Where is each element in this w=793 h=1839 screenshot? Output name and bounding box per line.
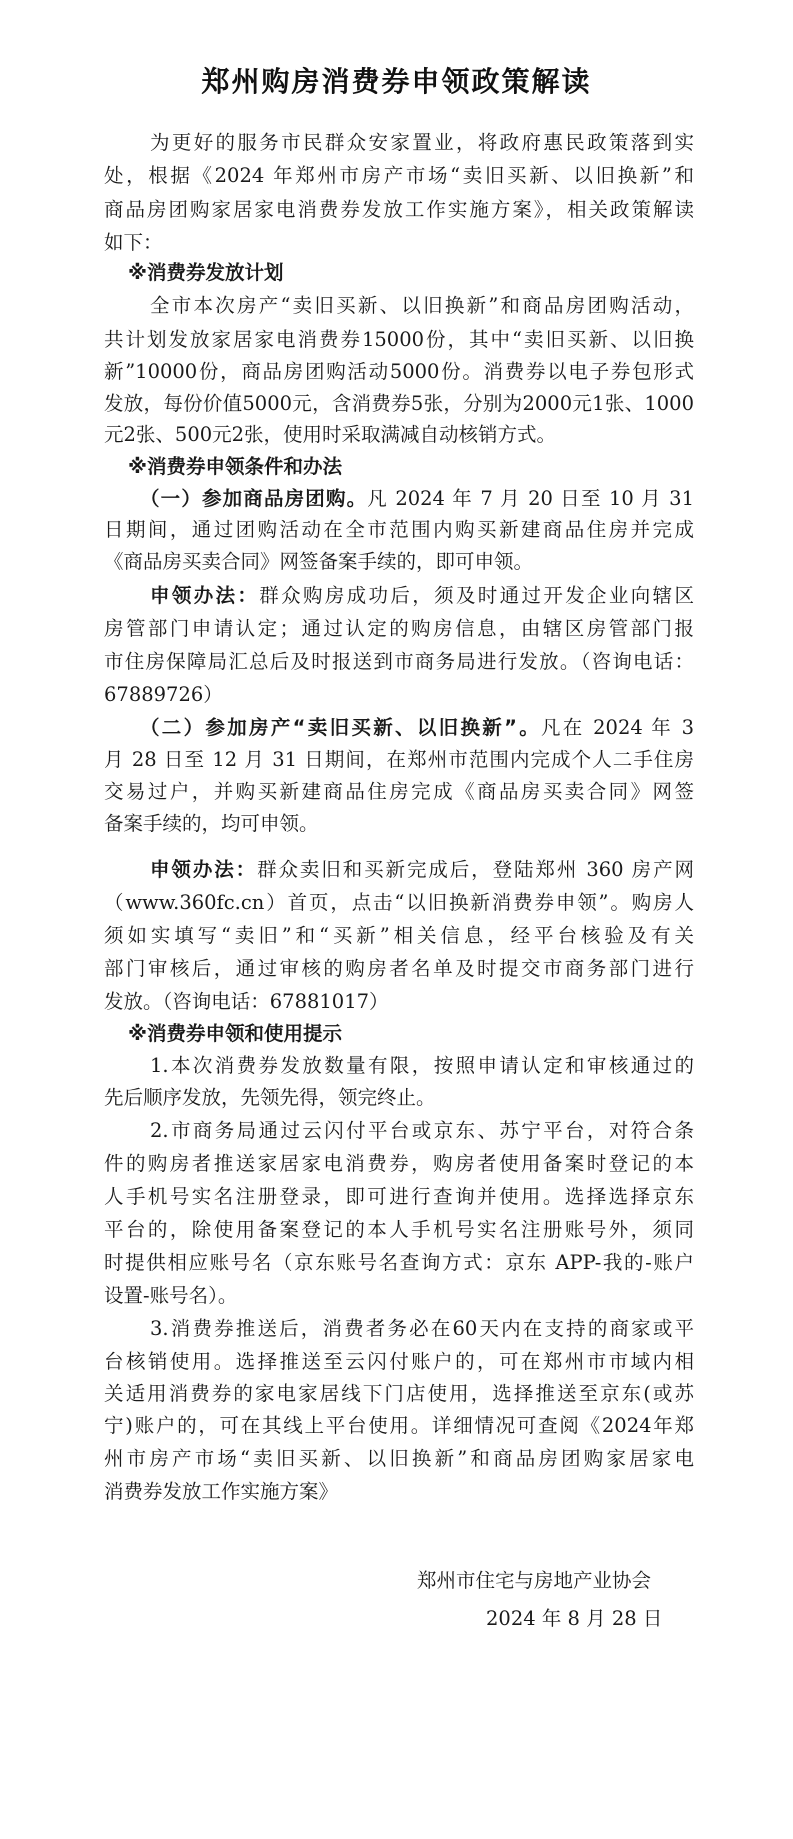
item1-line-1 (140, 483, 694, 511)
method1-label: 申领办法： (150, 584, 260, 607)
item2-line-1 (140, 712, 694, 740)
section1-line-4: 发放，每份价值5000元，含消费券5张，分别为2000元1张、1000 (104, 392, 694, 415)
item2-line-2: 月 28 日至 12 月 31 日期间，在郑州市范围内完成个人二手住房 (104, 748, 694, 771)
tip1-line-1: 1.本次消费券发放数量有限，按照申请认定和审核通过的 (150, 1054, 694, 1077)
method2-line-5: 发放。（咨询电话：67881017） (104, 990, 389, 1013)
intro-line-4: 如下： (104, 231, 163, 254)
item1-lead: （一）参加商品房团购。 (140, 487, 368, 510)
item2-line-3: 交易过户，并购买新建商品住房完成《商品房买卖合同》网签 (104, 780, 694, 803)
tip2-line-6: 设置-账号名）。 (104, 1284, 238, 1307)
tip3-line-3: 关适用消费券的家电家居线下门店使用，选择推送至京东(或苏 (104, 1382, 694, 1405)
method2-label: 申领办法： (150, 858, 258, 881)
method1-line-1 (150, 580, 694, 608)
section1-line-3: 新”10000份，商品房团购活动5000份。消费券以电子券包形式 (104, 360, 694, 383)
method1-line-4: 67889726） (104, 683, 223, 706)
method2-line-1-text: 群众卖旧和买新完成后，登陆郑州 360 房产网 (257, 858, 694, 881)
method2-line-2: （www.360fc.cn）首页，点击“以旧换新消费券申领”。购房人 (104, 891, 694, 914)
section-heading-issuance-plan: ※消费券发放计划 (128, 261, 284, 284)
method2-line-3: 须如实填写“卖旧”和“买新”相关信息，经平台核验及有关 (104, 924, 694, 947)
method1-line-2: 房管部门申请认定；通过认定的购房信息，由辖区房管部门报 (104, 617, 694, 640)
tip2-line-1: 2.市商务局通过云闪付平台或京东、苏宁平台，对符合条 (150, 1119, 694, 1142)
tip3-line-6: 消费券发放工作实施方案》 (104, 1480, 339, 1503)
signature-organization: 郑州市住宅与房地产业协会 (417, 1569, 652, 1592)
section-heading-tips: ※消费券申领和使用提示 (128, 1022, 342, 1045)
tip3-line-2: 台核销使用。选择推送至云闪付账户的，可在郑州市市域内相 (104, 1350, 694, 1373)
item2-line-4: 备案手续的，均可申领。 (104, 812, 319, 835)
section1-line-2: 共计划发放家居家电消费券15000份，其中“卖旧买新、以旧换 (104, 328, 694, 351)
method2-line-4: 部门审核后，通过审核的购房者名单及时提交市商务部门进行 (104, 957, 694, 980)
item1-line-2: 日期间，通过团购活动在全市范围内购买新建商品住房并完成 (104, 518, 694, 541)
tip3-line-5: 州市房产市场“卖旧买新、以旧换新”和商品房团购家居家电 (104, 1447, 694, 1470)
section1-line-5: 元2张、500元2张，使用时采取满减自动核销方式。 (104, 423, 557, 446)
tip2-line-5: 时提供相应账号名（京东账号名查询方式：京东 APP-我的-账户 (104, 1251, 694, 1274)
section1-line-1: 全市本次房产“卖旧买新、以旧换新”和商品房团购活动， (150, 294, 694, 317)
item2-lead: （二）参加房产“卖旧买新、以旧换新”。 (140, 716, 541, 739)
item1-line-1-text: 凡 2024 年 7 月 20 日至 10 月 31 (367, 487, 694, 510)
signature-date: 2024 年 8 月 28 日 (486, 1607, 663, 1630)
tip2-line-2: 件的购房者推送家居家电消费券，购房者使用备案时登记的本 (104, 1152, 694, 1175)
method2-line-1 (150, 854, 694, 882)
tip2-line-4: 平台的，除使用备案登记的本人手机号实名注册账号外，须同 (104, 1218, 694, 1241)
page-title: 郑州购房消费券申领政策解读 (201, 65, 592, 98)
tip1-line-2: 先后顺序发放，先领先得，领完终止。 (104, 1086, 436, 1109)
item1-line-3: 《商品房买卖合同》网签备案手续的，即可申领。 (104, 550, 534, 573)
method1-line-1-text: 群众购房成功后，须及时通过开发企业向辖区 (259, 584, 694, 607)
item2-line-1-text: 凡在 2024 年 3 (541, 716, 694, 739)
section-heading-conditions: ※消费券申领条件和办法 (128, 455, 342, 478)
tip3-line-4: 宁)账户的，可在其线上平台使用。详细情况可查阅《2024年郑 (104, 1414, 694, 1437)
tip3-line-1: 3.消费券推送后，消费者务必在60天内在支持的商家或平 (150, 1317, 694, 1340)
tip2-line-3: 人手机号实名注册登录，即可进行查询并使用。选择选择京东 (104, 1185, 694, 1208)
intro-line-3: 商品房团购家居家电消费券发放工作实施方案》，相关政策解读 (104, 198, 694, 221)
intro-line-2: 处，根据《2024 年郑州市房产市场“卖旧买新、以旧换新”和 (104, 164, 694, 187)
intro-line-1: 为更好的服务市民群众安家置业，将政府惠民政策落到实 (150, 131, 694, 154)
method1-line-3: 市住房保障局汇总后及时报送到市商务局进行发放。（咨询电话： (104, 650, 694, 673)
